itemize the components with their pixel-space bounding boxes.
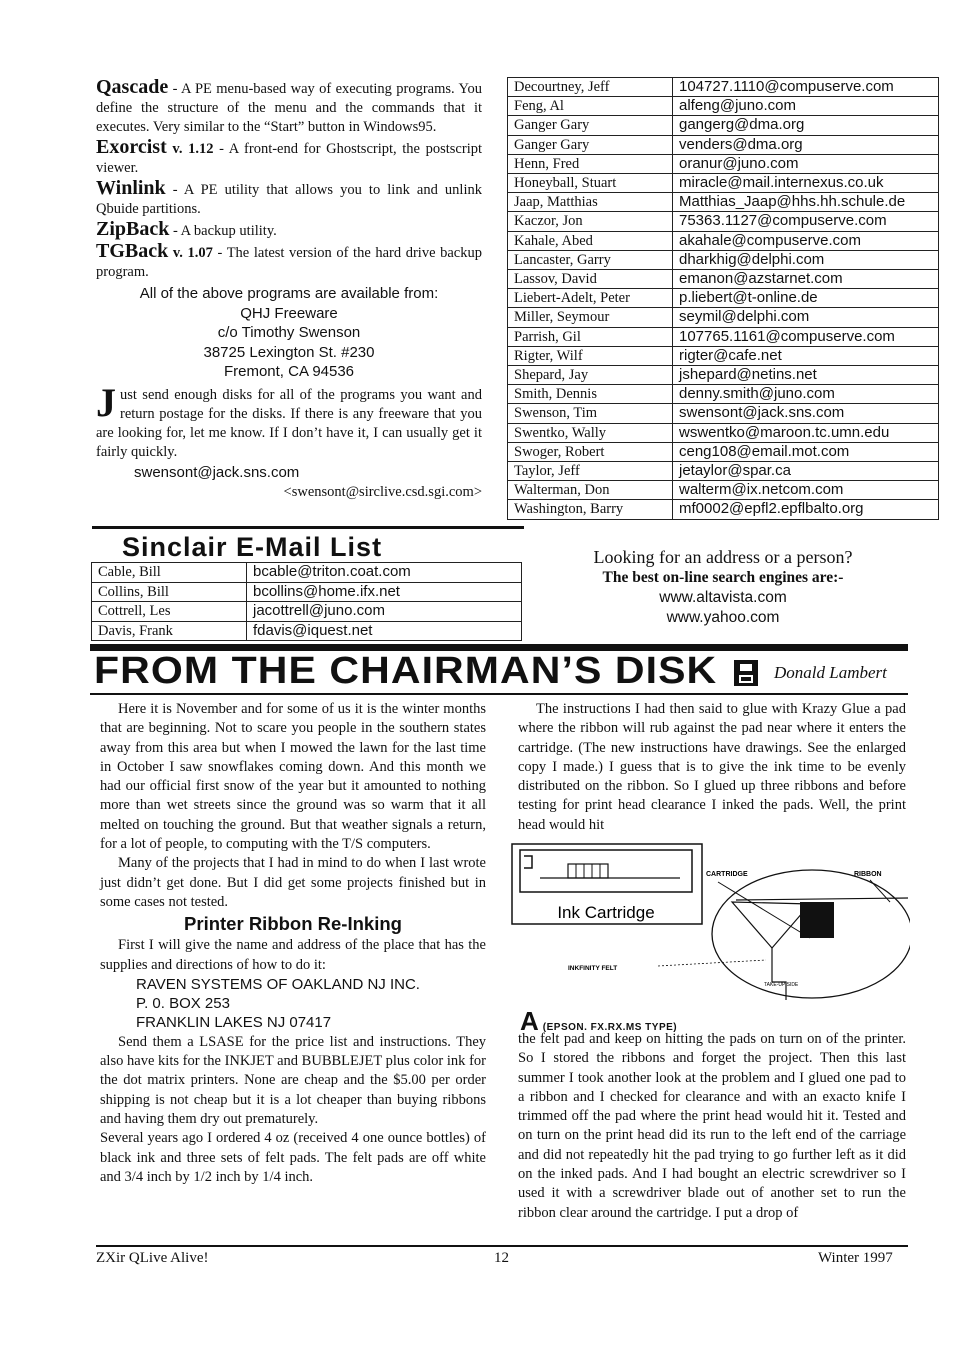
contact-name: Cable, Bill <box>92 563 247 583</box>
contact-email[interactable]: 107765.1161@compuserve.com <box>673 327 939 346</box>
contact-name: Honeyball, Stuart <box>508 174 673 193</box>
contact-email[interactable]: mf0002@epfl2.epflbalto.org <box>673 500 939 519</box>
program-name: Exorcist <box>96 136 167 158</box>
search-question: Looking for an address or a person? <box>593 547 853 567</box>
contact-email[interactable]: seymil@delphi.com <box>673 308 939 327</box>
contact-name: Washington, Barry <box>508 500 673 519</box>
supplier-address-line: P. 0. BOX 253 <box>136 995 230 1013</box>
takeup-callout: TAKE-UP SIDE <box>764 982 799 988</box>
article-right-column-continued <box>518 1030 906 1223</box>
table-row <box>508 212 939 231</box>
program-name: ZipBack <box>96 218 170 240</box>
contact-name: Liebert-Adelt, Peter <box>508 289 673 308</box>
contact-name: Ganger Gary <box>508 135 673 154</box>
contact-email[interactable]: swensont@jack.sns.com <box>134 463 300 481</box>
program-description: - A backup utility. <box>169 223 277 239</box>
contact-name: Taylor, Jeff <box>508 462 673 481</box>
program-name: TGBack <box>96 240 169 262</box>
ribbon-callout: RIBBON <box>854 871 882 878</box>
table-row <box>508 135 939 154</box>
contact-name: Feng, Al <box>508 97 673 116</box>
table-row <box>508 462 939 481</box>
table-row <box>92 563 522 583</box>
program-name: Qascade <box>96 76 169 98</box>
address-line: c/o Timothy Swenson <box>217 324 361 341</box>
email-table <box>507 77 939 520</box>
search-heading: The best on-line search engines are:- <box>602 569 844 586</box>
article-paragraph: The instructions I had then said to glue with Krazy Glue a pad where the ribbon will rub against the pad near where it enters the cartridge. (The new instructions have drawings. See the enlarged copy I made.) I guess that is to give the ink time to be evenly distributed on the ribbon. So I glued up three ribbons and before testing for print head clearance I inked the pads. Well, the print head would hit <box>518 701 906 833</box>
program-entry <box>96 78 482 137</box>
footer-issue: Winter 1997 <box>818 1250 893 1266</box>
contact-name: Jaap, Matthias <box>508 193 673 212</box>
program-entry <box>96 242 482 282</box>
programs-column <box>96 78 482 502</box>
table-row <box>508 154 939 173</box>
program-description: - A PE utility that allows you to link and unlink Qbuide partitions. <box>96 182 482 217</box>
supplier-address-line: RAVEN SYSTEMS OF OAKLAND NJ INC. <box>136 975 420 993</box>
contact-name: Smith, Dennis <box>508 385 673 404</box>
cartridge-label: Ink Cartridge <box>557 903 655 922</box>
table-row <box>508 366 939 385</box>
contact-email[interactable]: dharkhig@delphi.com <box>673 250 939 269</box>
table-row <box>508 231 939 250</box>
figure-letter: A <box>520 1006 539 1036</box>
contact-email[interactable]: 104727.1110@compuserve.com <box>673 78 939 97</box>
contact-email[interactable]: wswentko@maroon.tc.umn.edu <box>673 423 939 442</box>
article-paragraph: Several years ago I ordered 4 oz (received 4 one ounce bottles) of black ink and three sets of felt pads. The felt pads are off white and 3/4 inch by 1/2 inch by 1/4 inch. <box>100 1130 486 1185</box>
program-entry <box>96 179 482 219</box>
felt-pad <box>800 902 834 938</box>
contact-email[interactable]: oranur@juno.com <box>673 154 939 173</box>
footer-page-number: 12 <box>494 1250 509 1266</box>
cartridge-callout: CARTRIDGE <box>706 871 748 878</box>
contact-email[interactable]: fdavis@iquest.net <box>247 621 522 641</box>
request-paragraph <box>96 379 482 462</box>
table-row <box>508 289 939 308</box>
program-entry <box>96 138 482 178</box>
address-line: QHJ Freeware <box>240 304 338 322</box>
program-description: - A front-end for Ghostscript, the postscript viewer. <box>96 141 483 176</box>
contact-email[interactable]: swensont@jack.sns.com <box>673 404 939 423</box>
address-line: 38725 Lexington St. #230 <box>203 343 375 361</box>
contact-email[interactable]: emanon@azstarnet.com <box>673 270 939 289</box>
contact-email[interactable]: venders@dma.org <box>673 135 939 154</box>
sinclair-list-header <box>92 526 524 562</box>
contact-email[interactable]: miracle@mail.internexus.co.uk <box>673 174 939 193</box>
program-version: v. 1.12 <box>166 141 214 157</box>
article-left-column <box>100 700 486 1187</box>
contact-email[interactable]: Matthias_Jaap@hhs.hh.schule.de <box>673 193 939 212</box>
article-right-column <box>518 700 906 835</box>
ink-cartridge-diagram <box>510 842 910 1028</box>
contact-name: Cottrell, Les <box>92 602 247 622</box>
table-row <box>508 500 939 519</box>
table-row <box>92 621 522 641</box>
article-paragraph: Send them a LSASE for the price list and instructions. They also have kits for the INKJET and BUBBLEJET plus color ink for the dot matrix printers. None are cheap and the $5.00 per order shipping is not cheap but it is a lot cheaper than buying ribbons and having them dry out prematurely. <box>100 1033 486 1127</box>
table-row <box>508 174 939 193</box>
contact-email[interactable]: bcollins@home.ifx.net <box>247 582 522 602</box>
article-banner: FROM THE CHAIRMAN’S DISK <box>94 650 718 692</box>
contact-name: Rigter, Wilf <box>508 346 673 365</box>
article-paragraph: Here it is November and for some of us it is the winter months that are beginning. Not to scare you people in the southern states away from this area but when I mowed the lawn for the last time in October I saw snowflakes coming down. And this month we had our official first snow of the year but it amounted to nothing more than wet streets since the ground was so warm that it all melted on touching the ground. But that weather signals a return, for a lot of people, to computing with the T/S computers. <box>100 701 486 853</box>
article-paragraph: the felt pad and keep on hitting the pads on turn on of the printer. So I stored the ribbons and forget the project. Then this last summer I took another look at the problem and I glued one pad to a ribbon and I checked for clearance and with an exacto knife I trimmed off the pad where the print head would hit it. Tested and on turn on the print head did its run to the left end of the carriage and did not repeatedly hit the pad trying to go further left as it did on the inked pads. And I had bought an electric screwdriver so I used it with a screwdriver blade out of another set to run the ribbon clear around the cartridge. I put a drop of <box>518 1031 906 1221</box>
drop-cap: J <box>96 379 116 425</box>
search-engines-box <box>507 546 939 628</box>
contact-name: Swoger, Robert <box>508 442 673 461</box>
table-row <box>508 404 939 423</box>
contact-email[interactable]: gangerg@dma.org <box>673 116 939 135</box>
program-name: Winlink <box>96 177 166 199</box>
contact-name: Swenson, Tim <box>508 404 673 423</box>
availability-intro: All of the above programs are available from: <box>139 285 439 302</box>
sinclair-list-title: Sinclair E-Mail List <box>122 532 383 562</box>
table-row <box>508 481 939 500</box>
contact-name: Parrish, Gil <box>508 327 673 346</box>
table-row <box>508 250 939 269</box>
contact-name: Lassov, David <box>508 270 673 289</box>
program-entry <box>96 220 482 241</box>
table-row <box>92 602 522 622</box>
article-subheading: Printer Ribbon Re-Inking <box>184 913 402 935</box>
table-row <box>508 193 939 212</box>
contact-email[interactable]: ceng108@email.mot.com <box>673 442 939 461</box>
contact-name: Kahale, Abed <box>508 231 673 250</box>
contact-email[interactable]: jshepard@netins.net <box>673 366 939 385</box>
program-description: - The latest version of the hard drive backup program. <box>96 245 482 280</box>
table-row <box>508 327 939 346</box>
supplier-address-line: FRANKLIN LAKES NJ 07417 <box>136 1014 332 1032</box>
table-row <box>508 423 939 442</box>
figure-caption-text: (EPSON. FX.RX.MS TYPE) <box>542 1022 678 1033</box>
contact-name: Kaczor, Jon <box>508 212 673 231</box>
article-paragraph: Many of the projects that I had in mind to do when I last wrote just didn’t get done. But I did get some projects finished but in some cases not tested. <box>100 855 486 910</box>
contact-email-alt[interactable]: <swensont@sirclive.csd.sgi.com> <box>283 483 482 500</box>
freeware-address <box>96 284 482 382</box>
felt-callout: INKFINITY FELT <box>568 965 618 972</box>
table-row <box>508 442 939 461</box>
program-description: - A PE menu-based way of executing programs. You define the structure of the menu and the commands that it executes. Very similar to the “Start” button in Windows95. <box>96 81 482 135</box>
address-line: Fremont, CA 94536 <box>223 363 355 380</box>
contact-name: Henn, Fred <box>508 154 673 173</box>
contact-name: Lancaster, Garry <box>508 250 673 269</box>
sinclair-email-table <box>91 562 522 641</box>
footer-publication: ZXir QLive Alive! <box>96 1250 209 1266</box>
footer-rule <box>96 1245 908 1247</box>
search-url[interactable]: www.altavista.com <box>659 589 787 606</box>
contact-name: Swentko, Wally <box>508 423 673 442</box>
table-row <box>508 270 939 289</box>
contact-email[interactable]: walterm@ix.netcom.com <box>673 481 939 500</box>
article-paragraph: First I will give the name and address of the place that has the supplies and directions of how to do it: <box>100 937 486 973</box>
contact-name: Collins, Bill <box>92 582 247 602</box>
contact-email[interactable]: jetaylor@spar.ca <box>673 462 939 481</box>
contact-email[interactable]: alfeng@juno.com <box>673 97 939 116</box>
request-text: ust send enough disks for all of the programs you want and return postage for the disks. If there is any freeware that you are looking for, let me know. If I don’t have it, I can usually get it fairly quickly. <box>96 386 482 460</box>
contact-name: Decourtney, Jeff <box>508 78 673 97</box>
contact-name: Walterman, Don <box>508 481 673 500</box>
table-row <box>508 385 939 404</box>
search-url[interactable]: www.yahoo.com <box>666 609 780 626</box>
table-row <box>508 78 939 97</box>
table-row <box>508 346 939 365</box>
section-rule <box>90 693 908 695</box>
contact-email[interactable]: bcable@triton.coat.com <box>247 563 522 583</box>
table-row <box>92 582 522 602</box>
table-row <box>508 116 939 135</box>
article-author: Donald Lambert <box>774 663 887 682</box>
table-row <box>508 97 939 116</box>
contact-name: Miller, Seymour <box>508 308 673 327</box>
contact-name: Ganger Gary <box>508 116 673 135</box>
table-row <box>508 308 939 327</box>
contact-email[interactable]: p.liebert@t-online.de <box>673 289 939 308</box>
contact-email[interactable]: rigter@cafe.net <box>673 346 939 365</box>
floppy-disk-icon <box>734 660 758 686</box>
contact-email[interactable]: 75363.1127@compuserve.com <box>673 212 939 231</box>
cartridge-outline <box>520 850 692 892</box>
program-version: v. 1.07 <box>168 245 213 261</box>
contact-name: Davis, Frank <box>92 621 247 641</box>
contact-email[interactable]: denny.smith@juno.com <box>673 385 939 404</box>
contact-name: Shepard, Jay <box>508 366 673 385</box>
contact-email[interactable]: jacottrell@juno.com <box>247 602 522 622</box>
contact-email[interactable]: akahale@compuserve.com <box>673 231 939 250</box>
